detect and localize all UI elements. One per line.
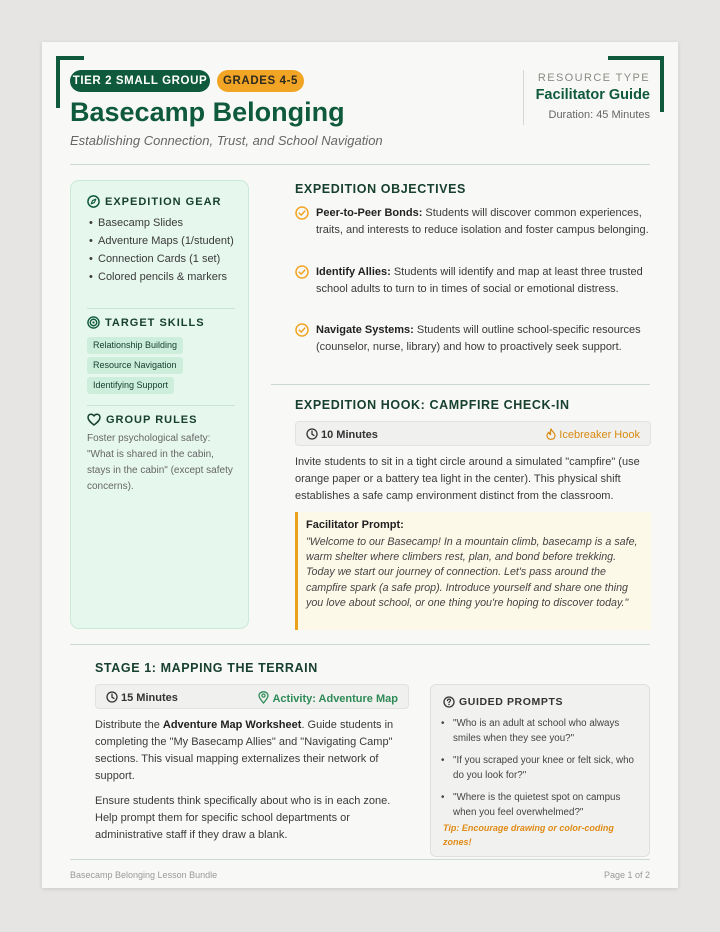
guided-heading: GUIDED PROMPTS (443, 696, 563, 708)
stage1-para-2: Ensure students think specifically about who is in each zone. Help prompt them for specific school departments or administrative staff if they draw a blank. (95, 795, 391, 841)
skill-tag: Identifying Support (87, 377, 174, 394)
section-divider (271, 384, 650, 385)
page-title: Basecamp Belonging (70, 97, 345, 127)
resource-label: RESOURCE TYPE (537, 72, 650, 84)
objective-label: Navigate Systems: (316, 324, 414, 336)
hook-meta-bar (295, 421, 651, 446)
stage1-activity: Activity: Adventure Map (258, 691, 398, 705)
hook-tag: Icebreaker Hook (546, 428, 640, 441)
skills-heading: TARGET SKILLS (87, 316, 205, 329)
duration: Duration: 45 Minutes (548, 109, 650, 121)
prompt-label: Facilitator Prompt: (306, 519, 404, 531)
objective-item (295, 264, 651, 298)
resource-type: Facilitator Guide (535, 87, 650, 103)
compass-icon (87, 195, 100, 208)
skill-tag: Relationship Building (87, 337, 183, 354)
hook-heading: EXPEDITION HOOK: CAMPFIRE CHECK-IN (295, 398, 570, 412)
grade-badge: GRADES 4-5 (217, 70, 304, 92)
objective-item (295, 322, 651, 356)
guided-tip: Tip: Encourage drawing or color-coding zones! (443, 823, 614, 847)
list-item: • Basecamp Slides (89, 216, 239, 230)
list-item: • "Where is the quietest spot on campus when you feel overwhelmed?" (441, 790, 641, 820)
gear-list (89, 216, 239, 288)
objective-text: Students will outline school-specific resources (counselor, nurse, library) and how to proactively seek support. (316, 324, 641, 353)
guided-list (441, 716, 641, 827)
skill-tag: Resource Navigation (87, 357, 183, 374)
tier-badge: TIER 2 SMALL GROUP (70, 70, 210, 92)
flame-icon (546, 428, 556, 440)
list-item: • "If you scraped your knee or felt sick, who do you look for?" (441, 753, 641, 783)
objectives-heading: EXPEDITION OBJECTIVES (295, 182, 466, 196)
gear-heading: EXPEDITION GEAR (87, 195, 221, 208)
lesson-page (42, 42, 678, 888)
rules-heading: GROUP RULES (87, 413, 197, 426)
clock-icon (106, 691, 118, 703)
target-icon (87, 316, 100, 329)
stage1-time: 15 Minutes (106, 691, 178, 704)
page-subtitle: Establishing Connection, Trust, and School Navigation (70, 133, 383, 148)
stage1-meta-bar (95, 684, 409, 709)
sidebar (70, 180, 249, 629)
resource-info (523, 70, 650, 125)
facilitator-prompt-box (295, 512, 651, 630)
hook-body: Invite students to sit in a tight circle around a simulated "campfire" (use orange paper or a battery tea light in the center). This physical shift establishes a safe camp environment distinct from the classroom. (295, 456, 640, 502)
stage1-heading: STAGE 1: MAPPING THE TERRAIN (95, 661, 318, 675)
list-item: • Adventure Maps (1/student) (89, 234, 239, 248)
list-item: • "Who is an adult at school who always smiles when they see you?" (441, 716, 641, 746)
stage1-para-1: Distribute the Adventure Map Worksheet. Guide students in completing the "My Basecamp Allies" and "Navigating Camp" sections. This visual mapping externalizes their network of support. (95, 719, 394, 782)
hook-time: 10 Minutes (306, 428, 378, 441)
guided-prompts-box (430, 684, 650, 857)
sidebar-divider (87, 405, 235, 406)
check-circle-icon (295, 206, 309, 220)
page-number: Page 1 of 2 (603, 870, 650, 880)
footer-divider (70, 859, 650, 860)
rules-text: Foster psychological safety: "What is shared in the cabin, stays in the cabin" (except safety concerns). (87, 433, 233, 492)
objective-label: Identify Allies: (316, 266, 391, 278)
objective-label: Peer-to-Peer Bonds: (316, 207, 423, 219)
clock-icon (306, 428, 318, 440)
section-divider (70, 644, 650, 645)
check-circle-icon (295, 323, 309, 337)
heart-icon (87, 413, 101, 426)
list-item: • Connection Cards (1 set) (89, 252, 239, 266)
header-divider (70, 164, 650, 165)
check-circle-icon (295, 265, 309, 279)
map-pin-icon (258, 691, 269, 704)
objective-text: Students will discover common experiences, traits, and interests to reduce isolation and foster campus belonging. (316, 207, 649, 236)
question-circle-icon (443, 696, 455, 708)
objective-text: Students will identify and map at least three trusted school adults to turn to in times of social or emotional distress. (316, 266, 643, 295)
prompt-text: "Welcome to our Basecamp! In a mountain climb, basecamp is a safe, warm shelter where climbers rest, plan, and bond before trekking. Today we start our journey of connection. Let's pass around the campfire spark (a safe prop). Introduce yourself and share one thing you love about school, or one thing you're hoping to discover today." (306, 536, 638, 609)
sidebar-divider (87, 308, 235, 309)
list-item: • Colored pencils & markers (89, 270, 239, 284)
footer-title: Basecamp Belonging Lesson Bundle (70, 870, 218, 880)
objective-item (295, 205, 651, 239)
